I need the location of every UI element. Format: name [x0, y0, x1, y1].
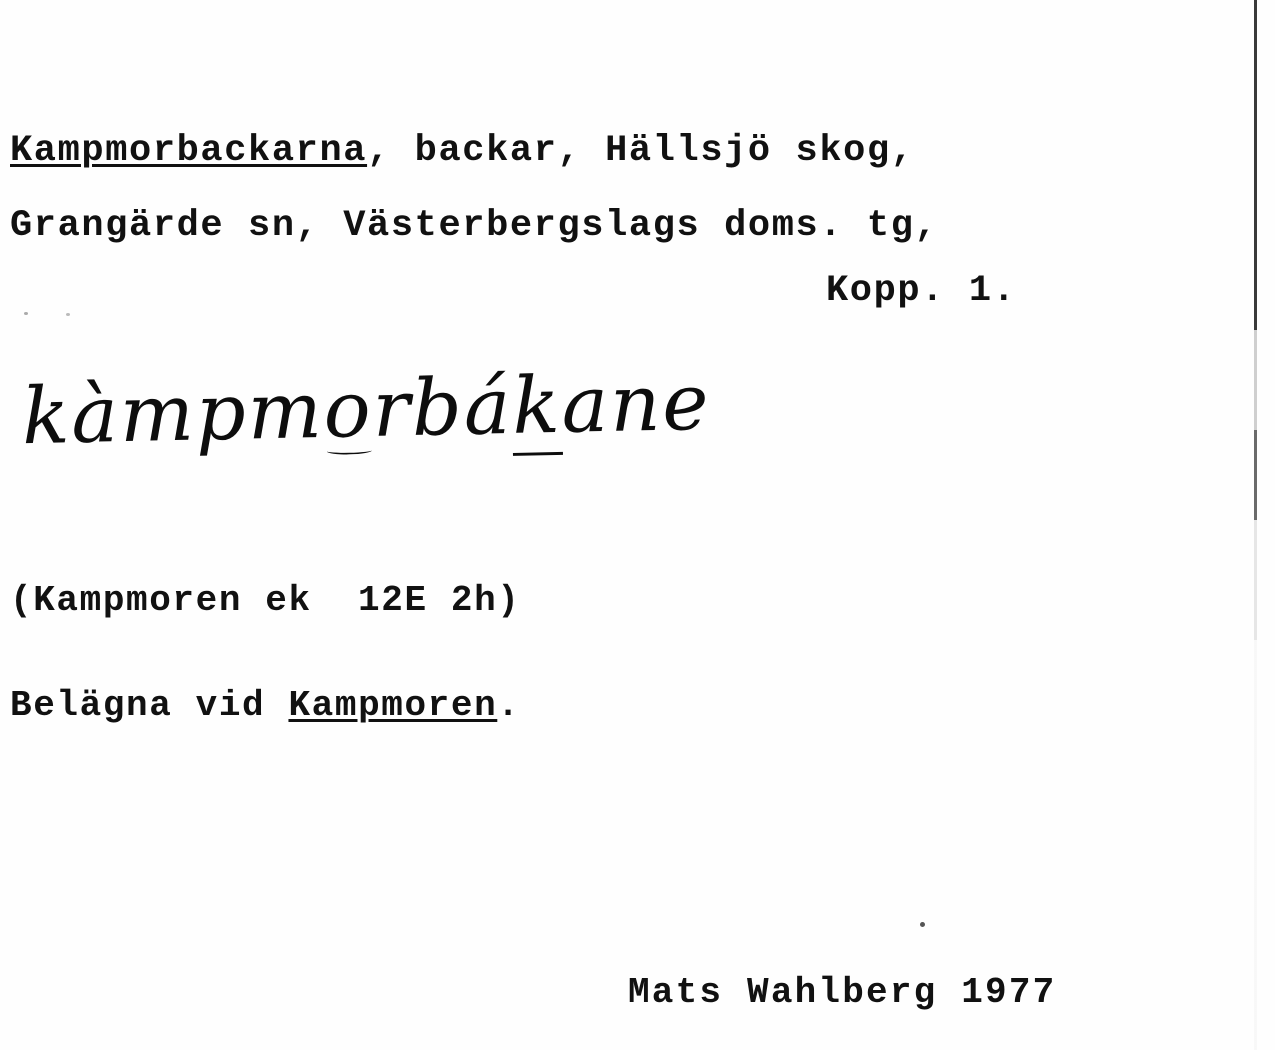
county-code-line: Kopp. 1.	[826, 270, 1017, 312]
location-note-prefix: Belägna vid	[10, 685, 289, 726]
scan-speck	[24, 312, 28, 315]
location-note-suffix: .	[497, 685, 521, 726]
signature: Mats Wahlberg 1977	[628, 972, 1057, 1013]
location-note-name: Kampmoren	[288, 685, 498, 726]
card-edge-line	[1254, 0, 1257, 1050]
location-note	[10, 685, 521, 726]
map-reference: (Kampmoren ek 12E 2h)	[10, 580, 521, 621]
handwritten-pronunciation	[21, 358, 711, 462]
headword: Kampmorbackarna	[10, 130, 368, 172]
pronunciation-part-1: kàmpm	[21, 365, 325, 463]
headword-line	[10, 130, 915, 172]
pronunciation-part-3: ane	[560, 357, 712, 451]
pronunciation-part-2: rbá	[371, 361, 514, 455]
pronunciation-tilde-letter: o	[322, 364, 374, 456]
pronunciation-underlined-letter: k	[511, 361, 562, 456]
scan-speck	[920, 922, 925, 927]
scan-speck	[66, 313, 70, 316]
headword-line-rest: , backar, Hällsjö skog,	[367, 130, 915, 172]
parish-line: Grangärde sn, Västerbergslags doms. tg,	[10, 205, 939, 247]
